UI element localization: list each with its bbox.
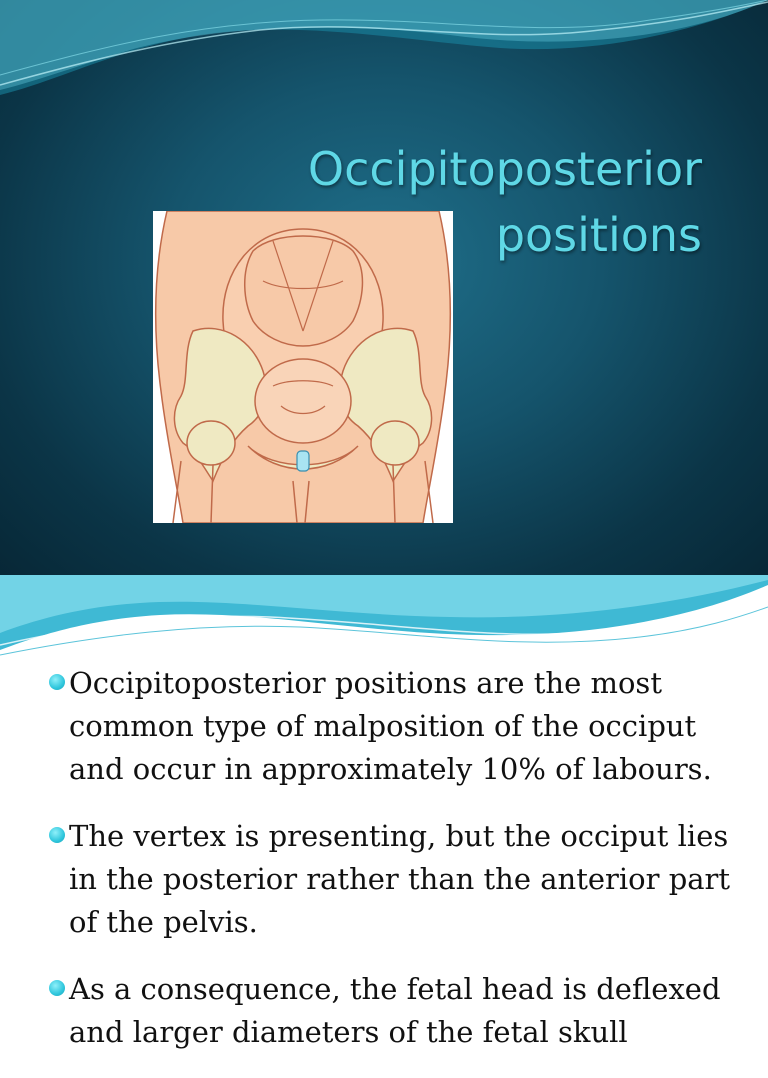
bottom-wave-decoration <box>0 575 768 665</box>
bullet-text: The vertex is presenting, but the occiput lies in the posterior rather than the anterior part of the pelvis. <box>69 819 731 939</box>
fetus-pelvis-illustration <box>153 211 453 523</box>
title-line-2: positions <box>495 208 702 262</box>
title-line-1: Occipitoposterior <box>307 142 702 196</box>
bullet-dot-icon <box>49 674 65 690</box>
bullet-dot-icon <box>49 827 65 843</box>
bullet-dot-icon <box>49 980 65 996</box>
bullet-list <box>46 662 746 1078</box>
bullet-text: As a consequence, the fetal head is deflexed and larger diameters of the fetal skull <box>69 972 721 1049</box>
bullet-item-2 <box>46 815 746 944</box>
bullet-item-3 <box>46 968 746 1054</box>
bullet-text: Occipitoposterior positions are the most common type of malposition of the occiput and occur in approximately 10% of labours. <box>69 666 712 786</box>
top-wave-decoration <box>0 0 768 110</box>
bullet-item-1 <box>46 662 746 791</box>
